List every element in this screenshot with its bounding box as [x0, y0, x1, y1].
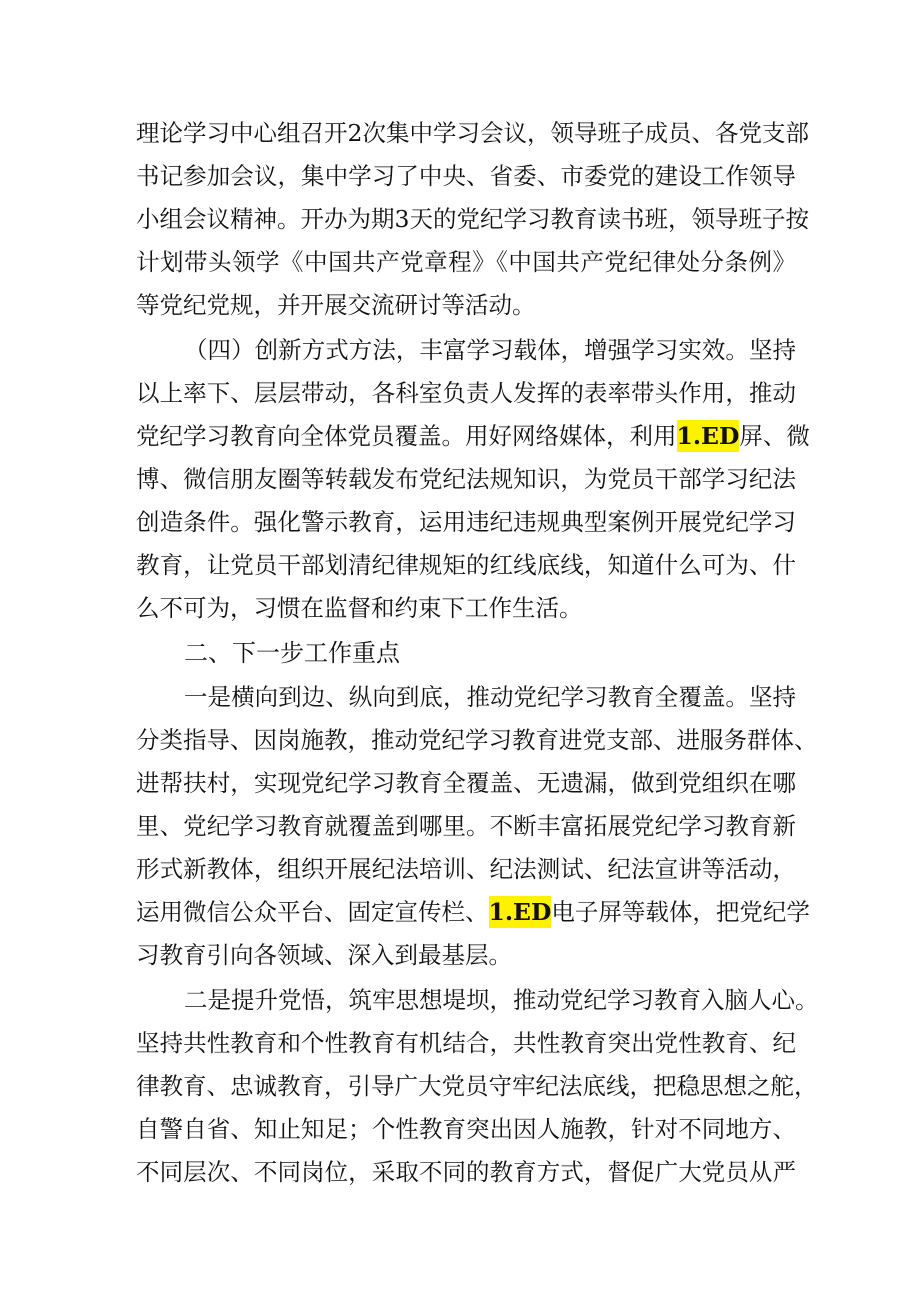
highlighted-text: 1.ED [676, 422, 740, 450]
text-run: 运用微信公众平台、固定宣传栏、 [136, 898, 489, 926]
paragraph-line: 律教育、忠诚教育，引导广大党员守牢纪法底线，把稳思想之舵， [136, 1072, 818, 1100]
paragraph-line: 里、党纪学习教育就覆盖到哪里。不断丰富拓展党纪学习教育新 [136, 812, 796, 840]
paragraph-line: 习教育引向各领域、深入到最基层。 [136, 941, 512, 969]
paragraph-line: 形式新教体，组织开展纪法培训、纪法测试、纪法宣讲等活动， [136, 855, 796, 883]
paragraph-line: 小组会议精神。开办为期3天的党纪学习教育读书班，领导班子按 [136, 205, 809, 233]
paragraph-line: 进帮扶村，实现党纪学习教育全覆盖、无遗漏，做到党组织在哪 [136, 769, 796, 797]
paragraph-line [136, 421, 810, 451]
highlighted-text: 1.ED [488, 898, 552, 926]
paragraph-line: 不同层次、不同岗位，采取不同的教育方式，督促广大党员从严 [136, 1158, 796, 1186]
paragraph-line: 么不可为，习惯在监督和约束下工作生活。 [136, 594, 583, 622]
paragraph-line [136, 897, 810, 927]
paragraph-line: 二是提升党悟，筑牢思想堤坝，推动党纪学习教育入脑人心。 [184, 986, 819, 1014]
paragraph-line: 一是横向到边、纵向到底，推动党纪学习教育全覆盖。坚持 [184, 683, 796, 711]
text-run: 电子屏等载体，把党纪学 [551, 898, 810, 926]
text-run: 党纪学习教育向全体党员覆盖。用好网络媒体，利用 [136, 422, 677, 450]
paragraph-line: 创造条件。强化警示教育，运用违纪违规典型案例开展党纪学习 [136, 508, 796, 536]
paragraph-line: 坚持共性教育和个性教育有机结合，共性教育突出党性教育、纪 [136, 1029, 796, 1057]
paragraph-line: 分类指导、因岗施教，推动党纪学习教育进党支部、进服务群体、 [136, 726, 818, 754]
paragraph-line: 以上率下、层层带动，各科室负责人发挥的表率带头作用，推动 [136, 379, 796, 407]
paragraph-line: 教育，让党员干部划清纪律规矩的红线底线，知道什么可为、什 [136, 551, 796, 579]
paragraph-line: 计划带头领学《中国共产党章程》《中国共产党纪律处分条例》 [136, 248, 796, 276]
paragraph-line: 自警自省、知止知足；个性教育突出因人施教，针对不同地方、 [136, 1115, 796, 1143]
paragraph-line: 博、微信朋友圈等转载发布党纪法规知识，为党员干部学习纪法 [136, 465, 796, 493]
paragraph-line: 书记参加会议，集中学习了中央、省委、市委党的建设工作领导 [136, 162, 796, 190]
text-run: 屏、微 [739, 422, 810, 450]
paragraph-line: 等党纪党规，并开展交流研讨等活动。 [136, 291, 536, 319]
paragraph-line: （四）创新方式方法，丰富学习载体，增强学习实效。坚持 [184, 336, 796, 364]
section-heading: 二、下一步工作重点 [184, 639, 400, 667]
paragraph-line: 理论学习中心组召开2次集中学习会议，领导班子成员、各党支部 [136, 119, 809, 147]
